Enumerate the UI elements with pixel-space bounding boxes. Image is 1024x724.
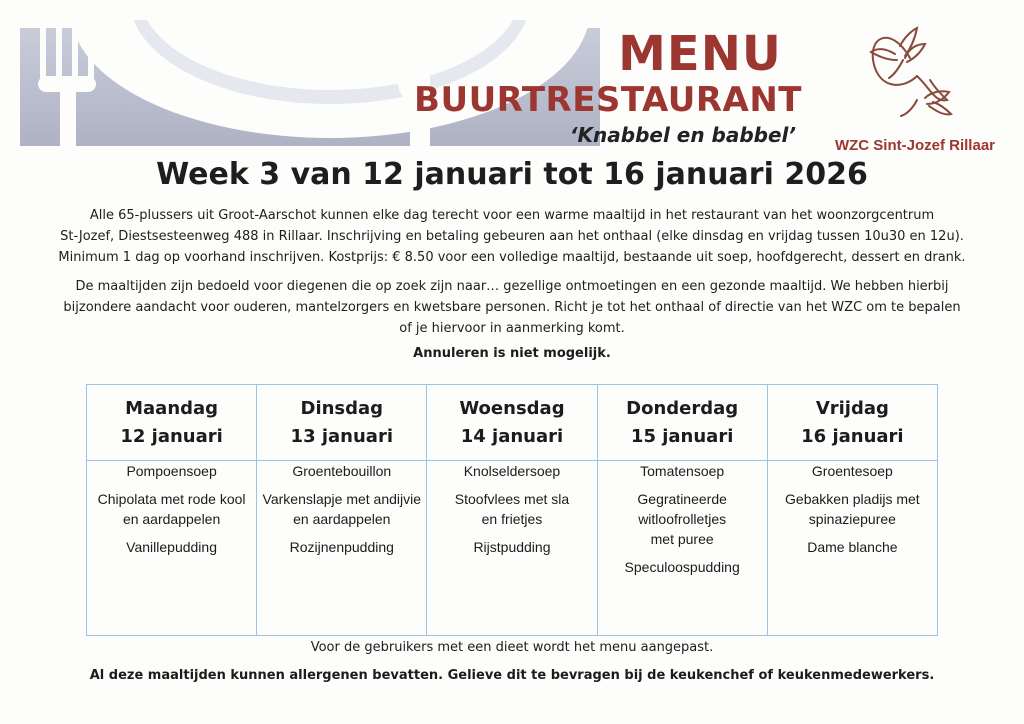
- day-name: Woensdag: [459, 398, 565, 419]
- main-course: [770, 489, 935, 529]
- intro-line: St-Jozef, Diestsesteenweg 488 in Rillaar. Inschrijving en betaling gebeuren aan het onthaal (elke dinsdag en vrijdag tussen 10u30 en 12u).: [60, 229, 964, 244]
- lily-flower-icon: [855, 18, 965, 128]
- day-name: Dinsdag: [300, 398, 384, 419]
- purpose-line: De maaltijden zijn bedoeld voor diegenen die op zoek zijn naar… gezellige ontmoetingen en een gezonde maaltijd. We hebben hierbij: [75, 279, 949, 294]
- menu-cell-thursday: [597, 461, 767, 636]
- main-course-line: en frietjes: [481, 511, 543, 527]
- soup: Pompoensoep: [126, 463, 217, 479]
- day-date: 16 januari: [801, 426, 904, 447]
- main-course-line: en aardappelen: [293, 511, 391, 527]
- day-header-thursday: [597, 385, 767, 461]
- allergen-note: Al deze maaltijden kunnen allergenen bevatten. Gelieve dit te bevragen bij de keukenchef of keukenmedewerkers.: [89, 668, 935, 683]
- cancel-note: Annuleren is niet mogelijk.: [413, 346, 611, 361]
- week-title: Week 3 van 12 januari tot 16 januari 2026: [156, 157, 868, 192]
- main-course-line: en aardappelen: [122, 511, 221, 527]
- organization-name: WZC Sint-Jozef Rillaar: [834, 137, 995, 154]
- day-name: Maandag: [125, 398, 219, 419]
- day-name: Vrijdag: [815, 398, 889, 419]
- soup: Groentesoep: [811, 463, 893, 479]
- main-course-line: Varkenslapje met andijvie: [262, 491, 422, 507]
- day-date: 14 januari: [460, 426, 564, 447]
- main-course-line: Gegratineerde: [637, 491, 727, 507]
- dessert: Rozijnenpudding: [289, 539, 394, 555]
- main-course-line: spinaziepuree: [808, 511, 896, 527]
- soup: Knolseldersoep: [463, 463, 561, 479]
- menu-cell-friday: [767, 461, 937, 636]
- day-header-monday: [87, 385, 257, 461]
- dessert: Vanillepudding: [126, 539, 217, 555]
- soup: Tomatensoep: [640, 463, 725, 479]
- day-name: Donderdag: [626, 398, 739, 419]
- dessert: Rijstpudding: [473, 539, 551, 555]
- table-row: [87, 461, 938, 636]
- intro-line: Alle 65-plussers uit Groot-Aarschot kunnen elke dag terecht voor een warme maaltijd in het restaurant van het woonzorgcentrum: [89, 208, 935, 223]
- soup: Groentebouillon: [292, 463, 392, 479]
- day-header-wednesday: [427, 385, 597, 461]
- purpose-paragraph: [20, 276, 1004, 339]
- main-course: [259, 489, 424, 529]
- main-course-line: met puree: [650, 531, 714, 547]
- day-header-tuesday: [257, 385, 427, 461]
- restaurant-subtitle: ‘Knabbel en babbel’: [569, 123, 796, 147]
- menu-title: MENU: [618, 26, 782, 82]
- main-course-line: Chipolata met rode kool: [97, 491, 246, 507]
- day-date: 13 januari: [290, 426, 394, 447]
- intro-line: Minimum 1 dag op voorhand inschrijven. Kostprijs: € 8.50 voor een volledige maaltijd, bestaande uit soep, hoofdgerecht, dessert en drank.: [58, 250, 966, 265]
- dessert: Speculoospudding: [624, 559, 740, 575]
- day-header-friday: [767, 385, 937, 461]
- dessert: Dame blanche: [807, 539, 898, 555]
- intro-paragraph: [20, 205, 1004, 268]
- main-course-line: Gebakken pladijs met: [785, 491, 920, 507]
- diet-note: Voor de gebruikers met een dieet wordt het menu aangepast.: [310, 640, 714, 655]
- day-date: 15 januari: [630, 426, 734, 447]
- main-course: [600, 489, 765, 549]
- day-date: 12 januari: [120, 426, 223, 447]
- menu-cell-tuesday: [257, 461, 427, 636]
- main-course-line: witloofrolletjes: [638, 511, 727, 527]
- main-course: [429, 489, 594, 529]
- purpose-line: bijzondere aandacht voor ouderen, mantelzorgers en kwetsbare personen. Richt je tot het onthaal of directie van het WZC om te bepalen: [63, 300, 961, 315]
- purpose-line: of je hiervoor in aanmerking komt.: [399, 321, 625, 336]
- weekly-menu-table: [86, 384, 938, 636]
- main-course-line: Stoofvlees met sla: [454, 491, 570, 507]
- table-header-row: [87, 385, 938, 461]
- restaurant-title: BUURTRESTAURANT: [414, 80, 802, 120]
- menu-cell-monday: [87, 461, 257, 636]
- main-course: [89, 489, 254, 529]
- menu-cell-wednesday: [427, 461, 597, 636]
